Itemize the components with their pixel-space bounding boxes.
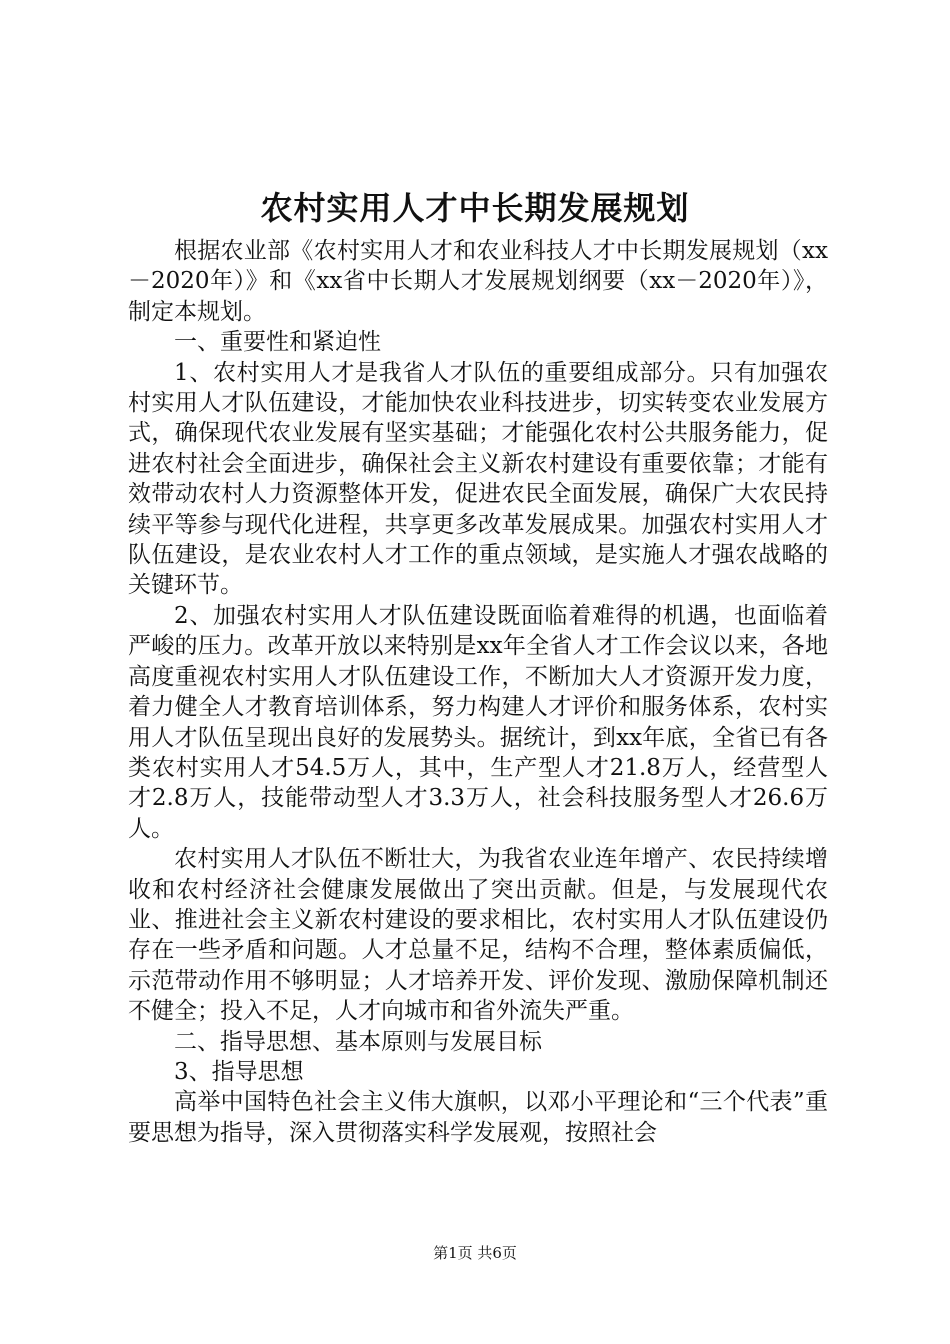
paragraph-problems: 农村实用人才队伍不断壮大，为我省农业连年增产、农民持续增收和农村经济社会健康发展做出了突出贡献。但是，与发展现代农业、推进社会主义新农村建设的要求相比，农村实用人才队伍建设仍存在一些矛盾和问题。人才总量不足，结构不合理，整体素质偏低，示范带动作用不够明显；人才培养开发、评价发现、激励保障机制还不健全；投入不足，人才向城市和省外流失严重。 xyxy=(128,846,828,1025)
paragraph-intro: 根据农业部《农村实用人才和农业科技人才中长期发展规划（xx－2020年）》和《xx省中长期人才发展规划纲要（xx－2020年）》，制定本规划。 xyxy=(128,238,828,325)
paragraph-point-2: 2、加强农村实用人才队伍建设既面临着难得的机遇，也面临着严峻的压力。改革开放以来特别是xx年全省人才工作会议以来，各地高度重视农村实用人才队伍建设工作，不断加大人才资源开发力度，着力健全人才教育培训体系，努力构建人才评价和服务体系，农村实用人才队伍呈现出良好的发展势头。据统计，到xx年底，全省已有各类农村实用人才54.5万人，其中，生产型人才21.8万人，经营型人才2.8万人，技能带动型人才3.3万人，社会科技服务型人才26.6万人。 xyxy=(128,602,828,842)
document-title: 农村实用人才中长期发展规划 xyxy=(260,189,690,227)
page-footer: 第1页 共6页 xyxy=(433,1244,517,1262)
subheading-guiding-ideology: 3、指导思想 xyxy=(174,1058,304,1085)
paragraph-guiding-ideology: 高举中国特色社会主义伟大旗帜，以邓小平理论和“三个代表”重要思想为指导，深入贯彻落实科学发展观，按照社会 xyxy=(128,1089,828,1146)
paragraph-point-1: 1、农村实用人才是我省人才队伍的重要组成部分。只有加强农村实用人才队伍建设，才能加快农业科技进步，切实转变农业发展方式，确保现代农业发展有坚实基础；才能强化农村公共服务能力，促进农村社会全面进步，确保社会主义新农村建设有重要依靠；才能有效带动农村人力资源整体开发，促进农民全面发展，确保广大农民持续平等参与现代化进程，共享更多改革发展成果。加强农村实用人才队伍建设，是农业农村人才工作的重点领域，是实施人才强农战略的关键环节。 xyxy=(128,359,828,599)
section-heading-2: 二、指导思想、基本原则与发展目标 xyxy=(174,1028,542,1055)
section-heading-1: 一、重要性和紧迫性 xyxy=(174,329,381,356)
document-body xyxy=(128,236,828,1148)
